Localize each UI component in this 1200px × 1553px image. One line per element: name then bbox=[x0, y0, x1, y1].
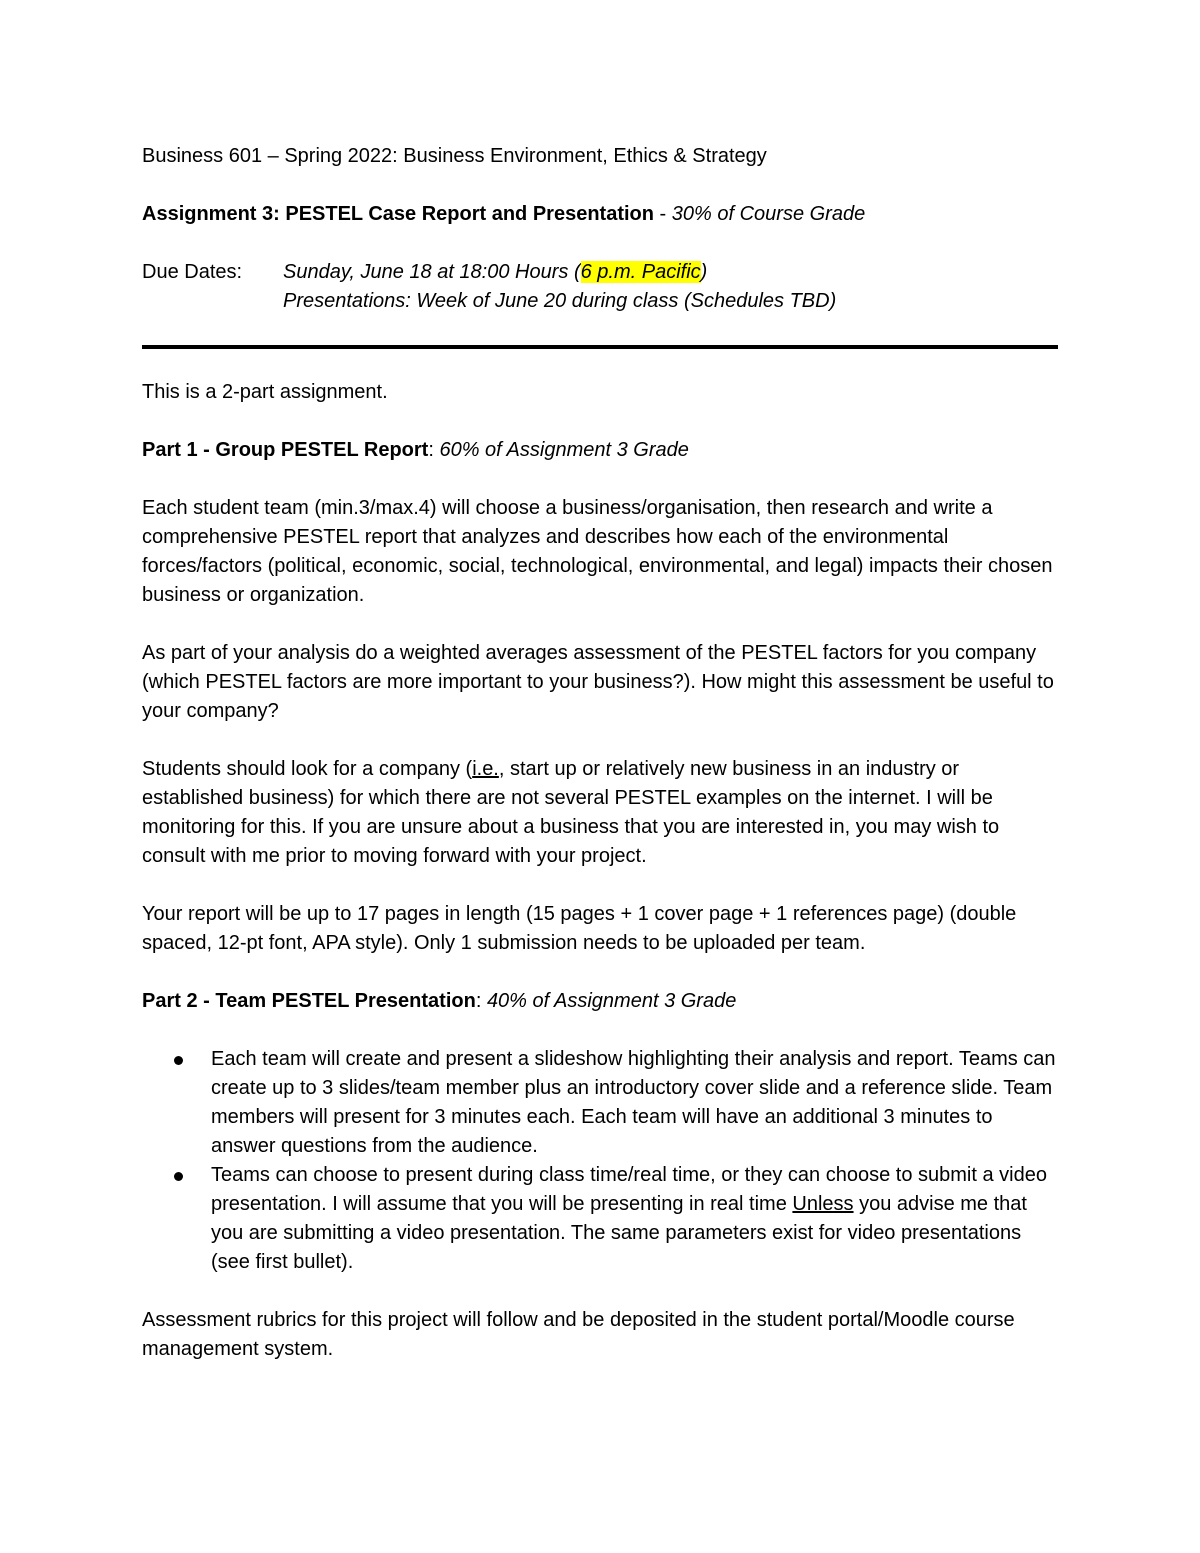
part1-paragraph-2: As part of your analysis do a weighted averages assessment of the PESTEL factors for you company (which PESTEL factors are more important to your business?). How might this assessment be useful to your company? bbox=[142, 642, 1054, 722]
part1-heading-colon: : bbox=[428, 439, 440, 461]
bullet-icon bbox=[174, 1056, 183, 1065]
part1-heading bbox=[142, 436, 1062, 465]
part1-paragraph-3-start: Students should look for a company ( bbox=[142, 758, 473, 780]
part1-heading-weight: 60% of Assignment 3 Grade bbox=[439, 439, 689, 461]
part1-paragraph-3-end: , start up or relatively new business in an industry or established business) for which there are not several PESTEL examples on the internet. I will be monitoring for this. If you are unsure about a business that you are interested in, you may wish to consult with me prior to moving forward with your project. bbox=[142, 758, 1000, 867]
bullet-1-text: Each team will create and present a slideshow highlighting their analysis and report. Teams can create up to 3 slides/team member plus an introductory cover slide and a reference slide. Team members will present for 3 minutes each. Each team will have an additional 3 minutes to answer questions from the audience. bbox=[211, 1048, 1056, 1157]
closing-paragraph: Assessment rubrics for this project will follow and be deposited in the student portal/Moodle course management system. bbox=[142, 1309, 1015, 1360]
due-date-report-close: ) bbox=[700, 261, 708, 283]
part2-heading-title: Part 2 - Team PESTEL Presentation bbox=[142, 990, 476, 1012]
part2-bullet-list bbox=[142, 1045, 1062, 1277]
list-item bbox=[142, 1161, 1062, 1277]
part1-paragraph-4: Your report will be up to 17 pages in length (15 pages + 1 cover page + 1 references page) (double spaced, 12-pt font, APA style). Only 1 submission needs to be uploaded per team. bbox=[142, 903, 1017, 954]
assignment-title: Assignment 3: PESTEL Case Report and Presentation bbox=[142, 203, 654, 225]
assignment-title-line bbox=[142, 200, 1062, 229]
list-item bbox=[142, 1045, 1062, 1161]
course-title: Business 601 – Spring 2022: Business Environment, Ethics & Strategy bbox=[142, 145, 767, 167]
ie-underlined: i.e. bbox=[472, 758, 499, 780]
part1-heading-title: Part 1 - Group PESTEL Report bbox=[142, 439, 429, 461]
due-time-highlight: 6 p.m. Pacific bbox=[580, 261, 701, 283]
due-date-presentations: Presentations: Week of June 20 during class (Schedules TBD) bbox=[283, 290, 837, 312]
part2-heading bbox=[142, 987, 1062, 1016]
due-date-report-text: Sunday, June 18 at 18:00 Hours ( bbox=[283, 261, 581, 283]
bullet-2-text-end: you advise me that you are submitting a video presentation. The same parameters exist for video presentations (see first bullet). bbox=[211, 1193, 1027, 1273]
bullet-2-text-start: Teams can choose to present during class time/real time, or they can choose to submit a video presentation. I will assume that you will be presenting in real time bbox=[211, 1164, 1047, 1215]
due-dates-block bbox=[142, 258, 1062, 316]
part2-heading-weight: 40% of Assignment 3 Grade bbox=[486, 990, 737, 1012]
intro-text: This is a 2-part assignment. bbox=[142, 381, 388, 403]
due-dates-label: Due Dates: bbox=[142, 261, 243, 283]
part1-paragraph-3 bbox=[142, 755, 1062, 871]
bullet-icon bbox=[174, 1172, 183, 1181]
assignment-separator: - bbox=[653, 203, 672, 225]
unless-underlined: Unless bbox=[792, 1193, 854, 1215]
due-dates-values bbox=[283, 258, 1062, 316]
horizontal-rule bbox=[142, 345, 1058, 349]
part1-paragraph-1: Each student team (min.3/max.4) will choose a business/organisation, then research and write a comprehensive PESTEL report that analyzes and describes how each of the environmental forces/factors (political, economic, social, technological, environmental, and legal) impacts their chosen business or organization. bbox=[142, 497, 1053, 606]
assignment-weight: 30% of Course Grade bbox=[671, 203, 866, 225]
part2-heading-colon: : bbox=[475, 990, 487, 1012]
document-page bbox=[142, 142, 1062, 1393]
due-date-report bbox=[283, 258, 1062, 287]
